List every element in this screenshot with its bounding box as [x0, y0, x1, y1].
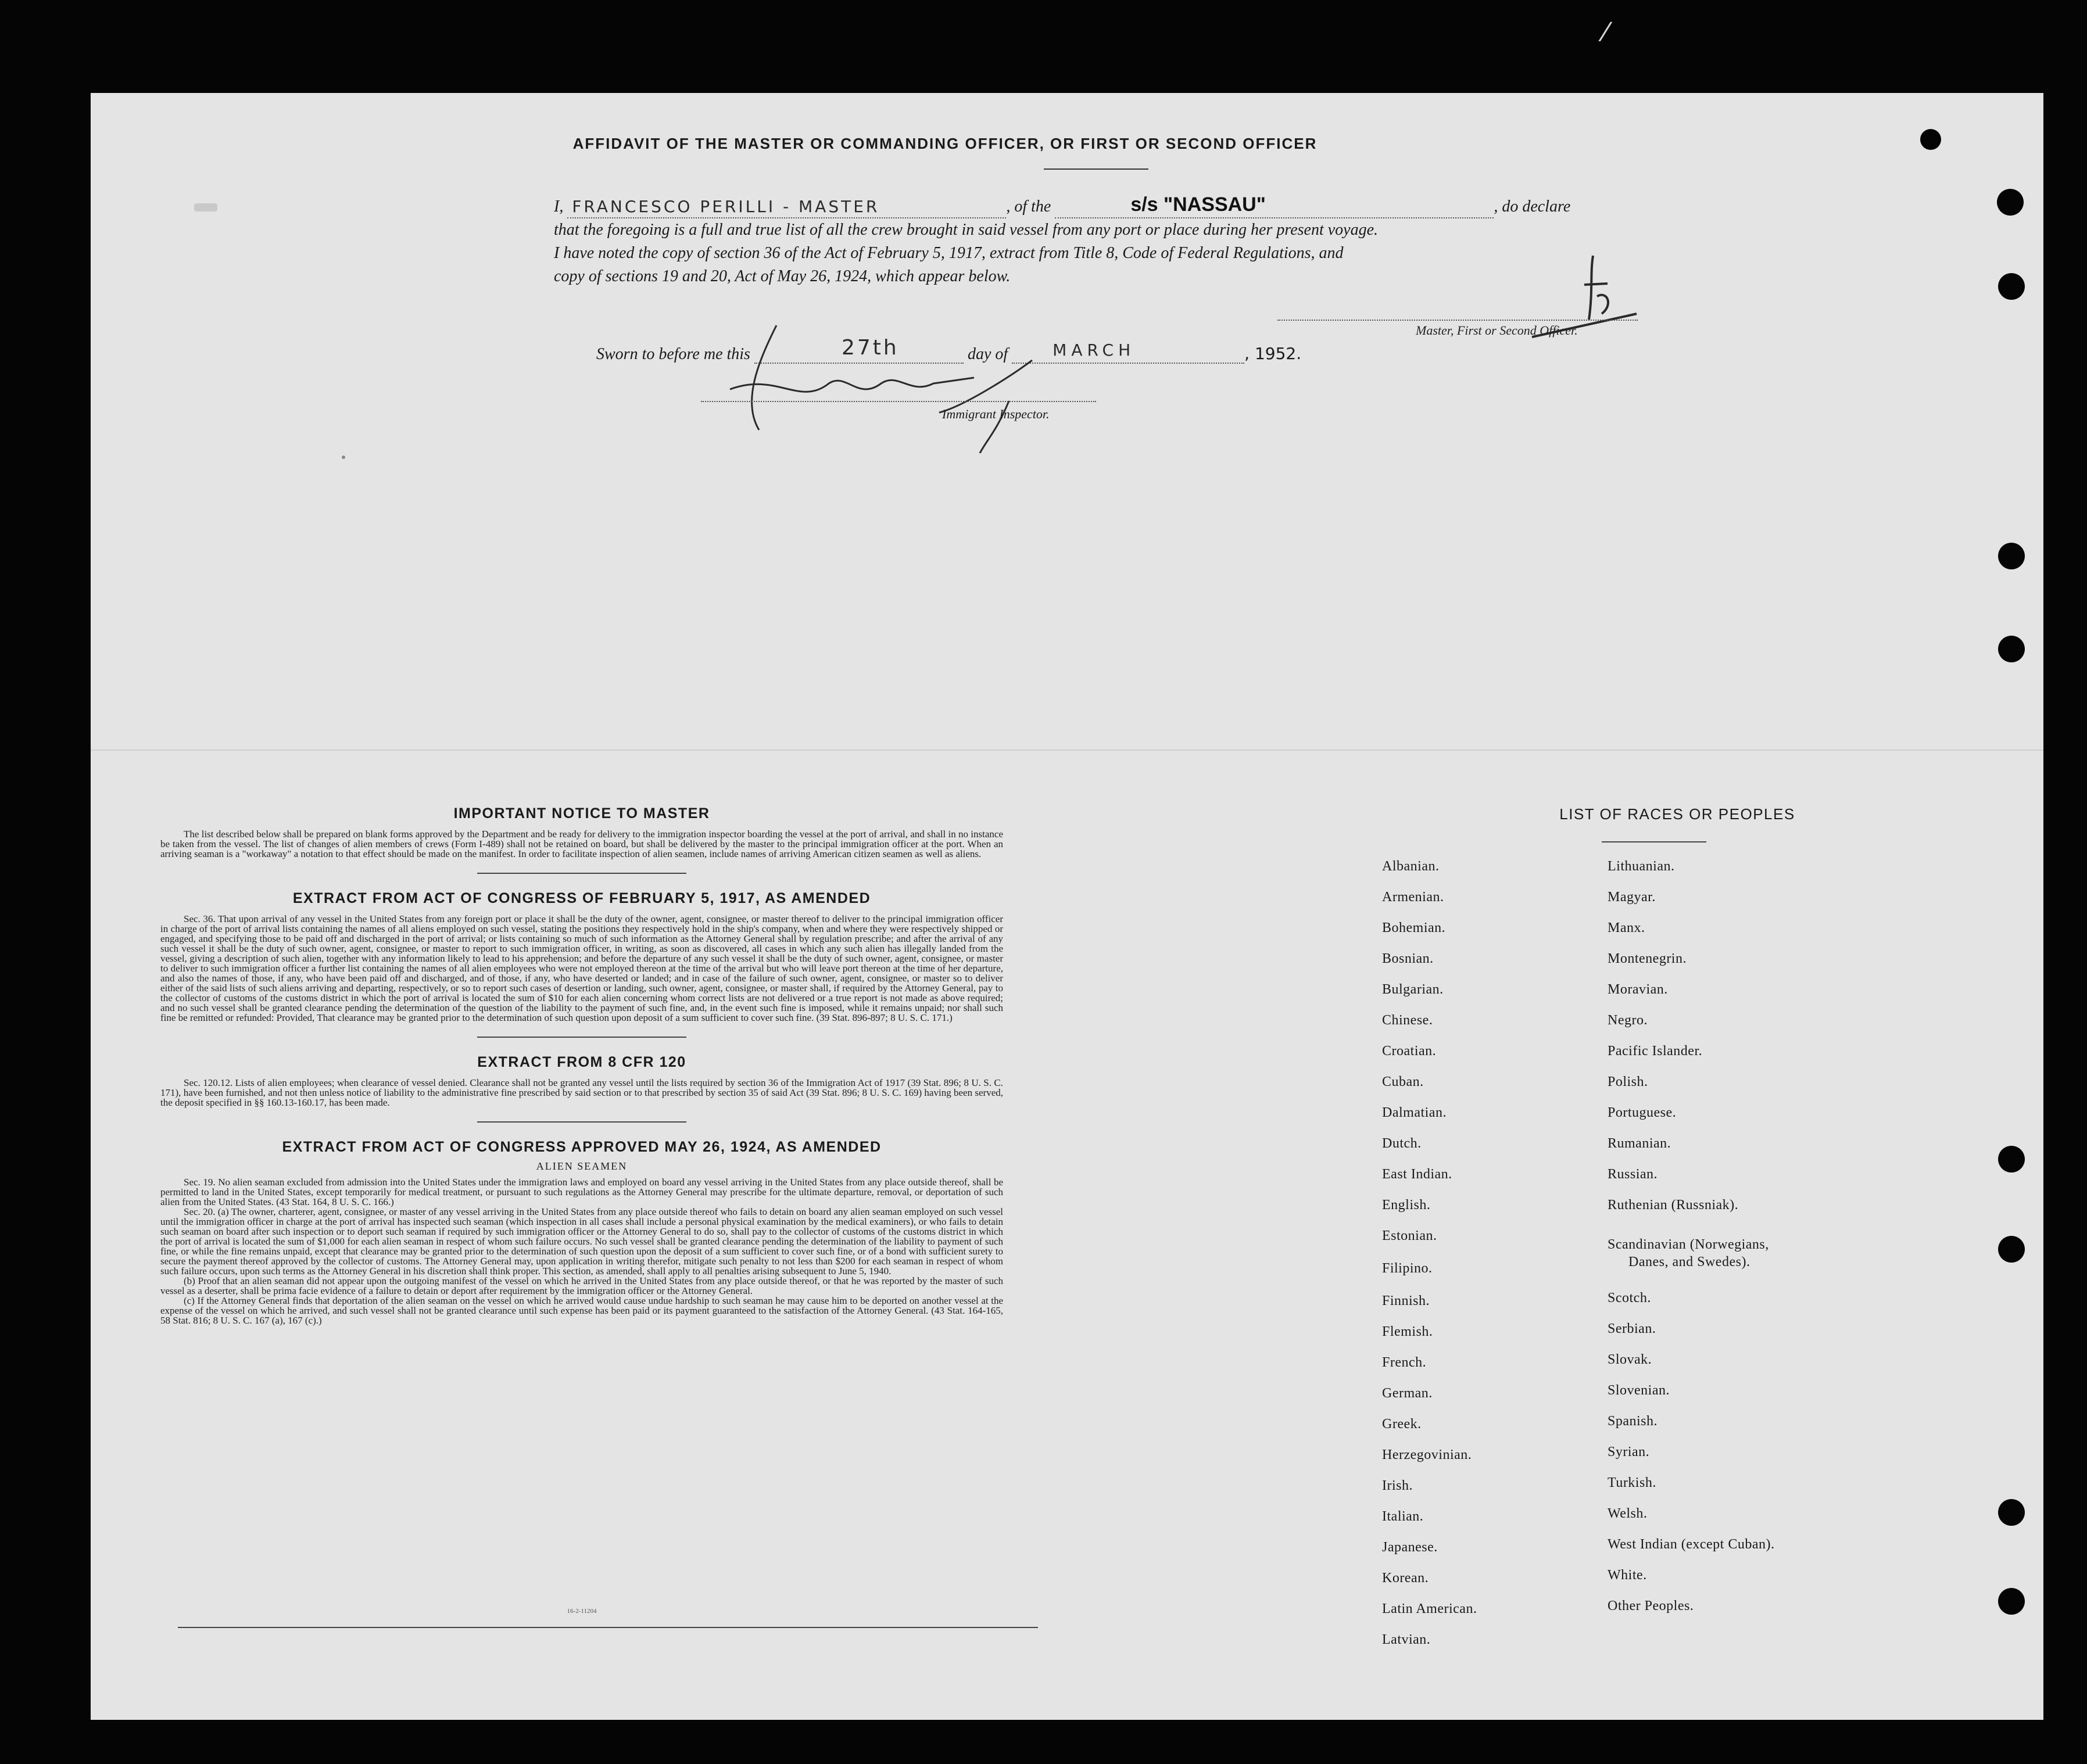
declarant-handwriting: FRANCESCO PERILLI - MASTER [572, 197, 880, 216]
race-item: Serbian. [1608, 1321, 1656, 1336]
race-item: Latin American. [1382, 1601, 1477, 1616]
corner-pencil-mark: ⁄ [1604, 17, 1609, 48]
form-number: 16-2-11204 [567, 1608, 597, 1615]
race-item: Korean. [1382, 1571, 1429, 1586]
race-item: Herzegovinian. [1382, 1447, 1472, 1462]
inspector-signature [707, 314, 1125, 453]
affidavit-line-3: I have noted the copy of section 36 of the Act of February 5, 1917, extract from Title 8, Code of Federal Regulations, and [554, 244, 1344, 262]
day-of-text: day of [967, 345, 1008, 363]
race-item: Turkish. [1608, 1475, 1656, 1490]
race-item: Montenegrin. [1608, 951, 1687, 966]
race-item: Slovenian. [1608, 1383, 1670, 1398]
section-divider [477, 1121, 686, 1123]
race-item: Estonian. [1382, 1228, 1437, 1243]
race-item: East Indian. [1382, 1167, 1452, 1182]
extract-1917-title: EXTRACT FROM ACT OF CONGRESS OF FEBRUARY 5, 1917, AS AMENDED [292, 890, 871, 906]
affidavit-title: AFFIDAVIT OF THE MASTER OR COMMANDING OFFICER, OR FIRST OR SECOND OFFICER [572, 135, 1318, 152]
section-divider [477, 873, 686, 874]
race-item: Bohemian. [1382, 920, 1446, 935]
race-item: German. [1382, 1386, 1433, 1401]
punch-hole [1997, 189, 2024, 216]
race-item: Cuban. [1382, 1074, 1424, 1089]
race-item: Irish. [1382, 1478, 1413, 1493]
punch-hole [1998, 636, 2025, 662]
race-item: Bulgarian. [1382, 982, 1444, 997]
extract-1924-sec20b: (b) Proof that an alien seaman did not appear upon the outgoing manifest of the vessel on which he arrived in the United States from any place outside thereof, or that he was reported by the master of such vessel as a deserter, shall be prima facie evidence of a failure to detain or deport after requirement by the immigration officer or the Attorney General. [160, 1275, 1003, 1296]
race-item: Lithuanian. [1608, 859, 1675, 874]
extract-1924-sec20a: Sec. 20. (a) The owner, charterer, agent, consignee, or master of any vessel arriving in the United States from any place outside thereof who fails to detain on board any alien seaman employed on such vessel until the immigration officer in charge at the port of arrival has inspected such seaman (which inspection in all cases shall include a personal physical examination by the medical examiners), or who fails to detain such seaman on board after such inspection or to deport such seaman if required by such immigration officer or the Attorney General to do so, shall pay to the collector of customs of the customs district in which the port of arrival is located the sum of $1,000 for each alien seaman in respect of whom such failure occurs. No such vessel shall be granted clearance pending the determination of the liability to payment of such fine, or while the fine remains unpaid, except that clearance may be granted prior to the determination of such question upon the deposit of a sum sufficient to cover such fine, or of a bond with sufficient surety to secure the payment thereof approved by the collector of customs. The Attorney General may, upon application in writing therefor, mitigate such penalty to not less than $200 for each seaman in respect of whom such failure occurs, upon such terms as the Attorney General in his discretion shall think proper. This section, as amended, shall apply to all penalties arising subsequent to June 5, 1940. [160, 1206, 1003, 1277]
extract-1924-sec20c: (c) If the Attorney General finds that deportation of the alien seaman on the vessel on which he arrived would cause undue hardship to such seaman he may cause him to be deported on another vessel at the expense of the vessel on which he arrived, and such vessel shall not be granted clearance until such expense has been paid or its payment guaranteed to the satisfaction of the Attorney General. (43 Stat. 164-165, 58 Stat. 816; 8 U. S. C. 167 (a), 167 (c).) [160, 1295, 1003, 1326]
notice-text: The list described below shall be prepared on blank forms approved by the Department and be ready for delivery to the immigration inspector boarding the vessel at the port of arrival, and shall in no instance be taken from the vessel. The list of changes of alien members of crews (Form I-489) shall not be retained on board, but shall be delivered by the master to the principal immigration officer at the port. When an arriving seaman is a "workaway" a notation to that effect should be made on the manifest. In order to facilitate inspection of alien seamen, include names of arriving American citizen seamen as well as aliens. [160, 829, 1003, 859]
title-underline [1044, 168, 1148, 170]
race-item: Rumanian. [1608, 1136, 1671, 1151]
extract-1917-text: Sec. 36. That upon arrival of any vessel in the United States from any foreign port or place it shall be the duty of the owner, agent, consignee, or master thereof to deliver to the principal immigration officer in charge of the port of arrival lists containing the names of all aliens employed on such vessel, stating the positions they respectively hold in the ship's company, when and where they were respectively shipped or engaged, and specifying those to be paid off and discharged in the port of arrival; or lists containing so much of such information as the Attorney General shall by regulation prescribe; and after the arrival of any such vessel it shall be the duty of such owner, agent, consignee, or master to report to such immigration officer, in writing, as soon as discovered, all cases in which any such alien has illegally landed from the vessel, giving a description of such alien, together with any information likely to lead to his apprehension; and before the departure of any such vessel it shall be the duty of such owner, agent, consignee, or master to deliver to such immigration officer a further list containing the names of all alien employees who were not employed thereon at the time of the arrival but who will leave port thereon at the time of her departure, and also the names of those, if any, who have been paid off and discharged, and of those, if any, who have deserted or landed; and in case of the failure of such owner, agent, consignee, or master so to deliver either of the said lists of such aliens arriving and departing, respectively, or so to report such cases of desertion or landing, such owner, agent, consignee, or master shall, if required by the Attorney General, pay to the collector of customs of the customs district in which the port of arrival is located the sum of $10 for each alien concerning whom correct lists are not delivered or a true report is not made as above required; and no such vessel shall be granted clearance pending the determination of the question of the liability to the payment of such fine, and, in the event such fine is imposed, while it remains unpaid; nor shall such fine be remitted or refunded: Provided, That clearance may be granted prior to the determination of such question upon deposit of a sum sufficient to cover such fine. (39 Stat. 896-897; 8 U. S. C. 171.) [160, 913, 1003, 1023]
race-item: Magyar. [1608, 890, 1656, 905]
do-declare-text: , do declare [1494, 198, 1571, 216]
races-title: LIST OF RACES OR PEOPLES [1559, 805, 1795, 823]
inspector-caption: Immigrant Inspector. [942, 407, 1050, 421]
race-item: Dalmatian. [1382, 1105, 1447, 1120]
races-title-underline [1602, 841, 1706, 842]
race-item: West Indian (except Cuban). [1608, 1537, 1775, 1552]
race-item: Manx. [1608, 920, 1645, 935]
race-item: French. [1382, 1355, 1427, 1370]
paper-speck [342, 456, 345, 459]
race-item: Filipino. [1382, 1261, 1433, 1276]
punch-hole [1998, 1146, 2025, 1173]
race-item: Russian. [1608, 1167, 1658, 1182]
race-item: Greek. [1382, 1417, 1422, 1432]
declarant-field [567, 199, 1006, 218]
race-item: Moravian. [1608, 982, 1668, 997]
extract-1924-title: EXTRACT FROM ACT OF CONGRESS APPROVED MAY 26, 1924, AS AMENDED [282, 1139, 882, 1155]
race-item: Pacific Islander. [1608, 1044, 1703, 1059]
race-item: Chinese. [1382, 1013, 1433, 1028]
race-item: White. [1608, 1568, 1647, 1583]
race-item: Welsh. [1608, 1506, 1648, 1521]
race-item: Bosnian. [1382, 951, 1434, 966]
race-item: Polish. [1608, 1074, 1648, 1089]
punch-hole [1998, 543, 2025, 569]
notices-column [160, 805, 1003, 1325]
race-item: Flemish. [1382, 1324, 1433, 1339]
affidavit-prefix: I, [554, 198, 564, 216]
race-item: Italian. [1382, 1509, 1424, 1524]
race-item: Albanian. [1382, 859, 1440, 874]
race-item: Portuguese. [1608, 1105, 1677, 1120]
notice-title: IMPORTANT NOTICE TO MASTER [453, 805, 710, 822]
race-item-line-continued: Danes, and Swedes). [1628, 1254, 1750, 1270]
race-item: Ruthenian (Russniak). [1608, 1197, 1739, 1213]
race-item: Dutch. [1382, 1136, 1422, 1151]
master-signature-line [1277, 320, 1638, 321]
race-item: Spanish. [1608, 1414, 1658, 1429]
race-item: Croatian. [1382, 1044, 1437, 1059]
punch-hole [1998, 1236, 2025, 1263]
of-the-text: , of the [1006, 198, 1051, 216]
sworn-prefix: Sworn to before me this [596, 345, 750, 363]
sworn-month-handwriting: MARCH [1053, 340, 1136, 360]
punch-hole [1998, 273, 2025, 300]
sworn-year: , 1952. [1244, 344, 1302, 363]
punch-hole [1920, 129, 1941, 150]
vessel-name-stamp: s/s "NASSAU" [1130, 193, 1266, 216]
affidavit-line-1 [554, 195, 1699, 218]
race-item-line: Scandinavian (Norwegians, [1608, 1237, 1769, 1252]
race-item: English. [1382, 1197, 1431, 1213]
race-item: Slovak. [1608, 1352, 1652, 1367]
extract-1924-sec19: Sec. 19. No alien seaman excluded from admission into the United States under the immigration laws and employed on board any vessel arriving in the United States from any place outside thereof, shall be permitted to land in the United States, except temporarily for medical treatment, or pursuant to such regulations as the Attorney General may prescribe for the ultimate departure, removal, or deportation of such alien from the United States. (43 Stat. 164, 8 U. S. C. 166.) [160, 1177, 1003, 1207]
race-item: Latvian. [1382, 1632, 1431, 1647]
race-item: Negro. [1608, 1013, 1648, 1028]
paper-speck [194, 203, 217, 211]
race-item: Scotch. [1608, 1290, 1651, 1306]
paper-crease [91, 750, 2043, 751]
inspector-signature-line [701, 401, 1096, 402]
manifest-sheet [91, 93, 2043, 1720]
punch-hole [1998, 1499, 2025, 1526]
master-signature-caption: Master, First or Second Officer. [1416, 323, 1578, 338]
section-divider [477, 1037, 686, 1038]
punch-hole [1998, 1588, 2025, 1615]
affidavit-line-2: that the foregoing is a full and true list of all the crew brought in said vessel from any port or place during her present voyage. [554, 221, 1379, 239]
race-item: Syrian. [1608, 1444, 1650, 1460]
bottom-rule [178, 1627, 1038, 1628]
races-list-right [1608, 859, 1774, 1629]
sworn-day-handwriting: 27th [841, 336, 899, 360]
races-list-left [1382, 859, 1477, 1663]
race-item-scandinavian [1608, 1236, 1774, 1290]
race-item: Finnish. [1382, 1293, 1430, 1308]
extract-8cfr-title: EXTRACT FROM 8 CFR 120 [477, 1054, 686, 1070]
vessel-field [1055, 193, 1494, 218]
race-item: Armenian. [1382, 890, 1444, 905]
extract-8cfr-text: Sec. 120.12. Lists of alien employees; when clearance of vessel denied. Clearance shall not be granted any vessel until the lists required by section 36 of the Immigration Act of 1917 (39 Stat. 896; 8 U. S. C. 171), have been furnished, and not then unless notice of liability to the administrative fine prescribed by said section or to that prescribed by section 35 of said Act (39 Stat. 896; 8 U. S. C. 169) having been served, the deposit specified in §§ 160.13-160.17, has been made. [160, 1077, 1003, 1108]
affidavit-line-4: copy of sections 19 and 20, Act of May 26, 1924, which appear below. [554, 267, 1011, 285]
extract-1924-subtitle: ALIEN SEAMEN [536, 1160, 628, 1172]
race-item: Other Peoples. [1608, 1598, 1694, 1614]
race-item: Japanese. [1382, 1540, 1438, 1555]
